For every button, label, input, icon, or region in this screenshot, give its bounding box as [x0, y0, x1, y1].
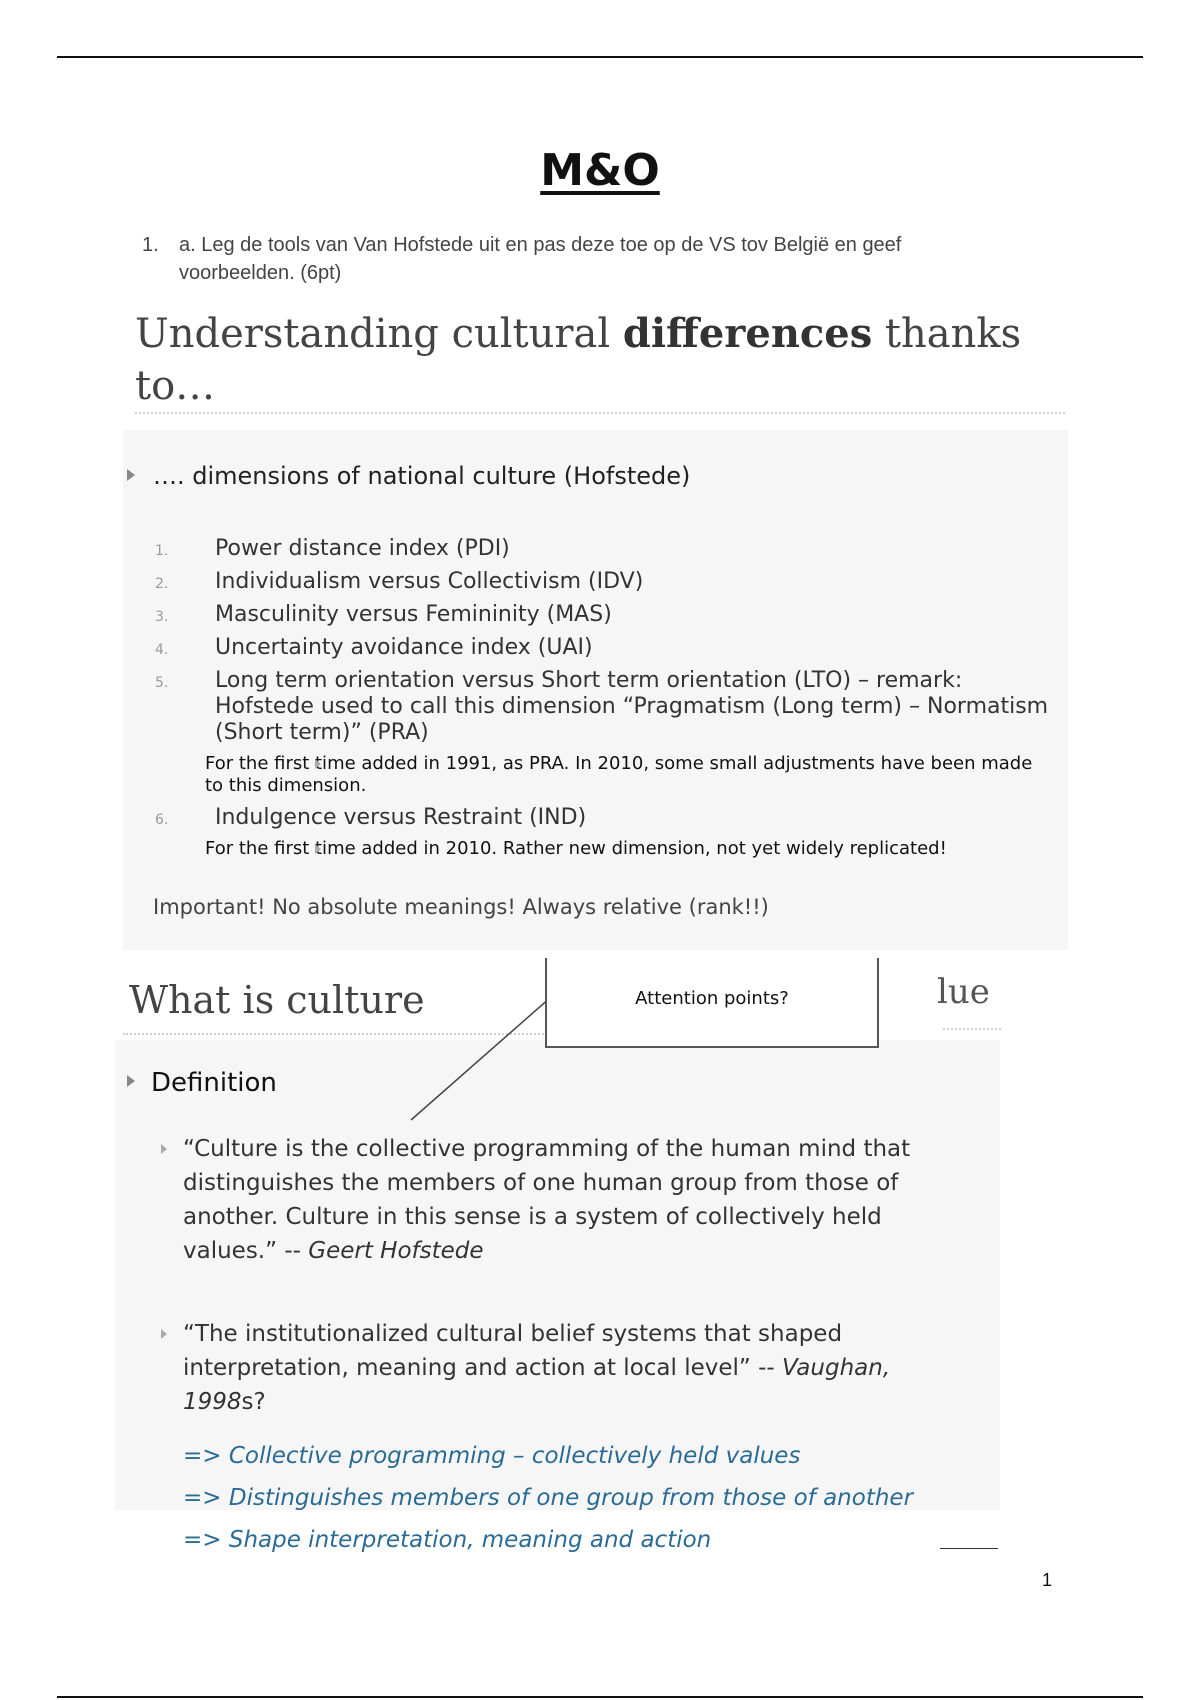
slide-divider [943, 1028, 1001, 1030]
vaughan-quote: “The institutionalized cultural belief systems that shaped interpretation, meaning and action at local level” -- Vaughan, 1998s? [183, 1317, 963, 1419]
slide-title: What is culture [129, 978, 425, 1022]
callout-box [545, 958, 879, 1048]
takeaways-list [183, 1435, 913, 1561]
takeaway-item: => Distinguishes members of one group from those of another [183, 1485, 914, 1511]
footer-rule [57, 1696, 1143, 1698]
dimensions-heading: …. dimensions of national culture (Hofstede) [127, 462, 690, 490]
callout-text: Attention points? [635, 988, 789, 1009]
sub-list-item: For the first time added in 2010. Rather new dimension, not yet widely replicated! [205, 838, 947, 859]
takeaway-item: => Shape interpretation, meaning and action [183, 1527, 712, 1553]
page-number: 1 [1042, 1570, 1053, 1590]
bullet-triangle-icon [127, 469, 135, 481]
list-item: 5. Long term orientation versus Short term orientation (LTO) – remark: Hofstede used to call this dimension “Pragmatism (Long term) – Normatism (Short term)” (PRA) [155, 668, 1049, 745]
slide-hofstede-dimensions [115, 300, 1065, 950]
slide-divider [135, 412, 1065, 414]
list-item: 4. Uncertainty avoidance index (UAI) [155, 635, 593, 660]
question-text: a. Leg de tools van Van Hofstede uit en pas deze toe op de VS tov België en geef voorbeelden. (6pt) [179, 234, 902, 284]
list-item: 6. Indulgence versus Restraint (IND) [155, 805, 587, 830]
exam-question [142, 231, 1002, 287]
list-item: 1. Power distance index (PDI) [155, 536, 510, 561]
bullet-triangle-icon [315, 844, 321, 854]
sub-list-item: For the first time added in 1991, as PRA. In 2010, some small adjustments have been made to this dimension. [205, 753, 1033, 796]
definition-heading: Definition [127, 1068, 277, 1098]
footer-short-rule [940, 1548, 998, 1549]
takeaway-item: => Collective programming – collectively held values [183, 1443, 801, 1469]
dimensions-list [155, 536, 1055, 868]
list-item: 2. Individualism versus Collectivism (IDV) [155, 569, 644, 594]
bullet-triangle-icon [161, 1144, 167, 1154]
slide-what-is-culture [115, 960, 1015, 1560]
slide-title-fragment: lue [937, 972, 990, 1012]
bullet-triangle-icon [161, 1329, 167, 1339]
page-title: M&O [540, 145, 660, 196]
important-note: Important! No absolute meanings! Always relative (rank!!) [153, 895, 769, 919]
callout-pointer-line [115, 960, 575, 1130]
header-rule [57, 56, 1143, 58]
list-item: 3. Masculinity versus Femininity (MAS) [155, 602, 612, 627]
bullet-triangle-icon [127, 1075, 135, 1087]
slide-title: Understanding cultural differences thanks to… [135, 310, 1022, 409]
hofstede-quote: “Culture is the collective programming of the human mind that distinguishes the members of one human group from those of another. Culture in this sense is a system of collectively held values.” -- Geert Hofstede [183, 1132, 923, 1268]
bullet-triangle-icon [315, 759, 321, 769]
question-number: 1. [142, 234, 159, 256]
